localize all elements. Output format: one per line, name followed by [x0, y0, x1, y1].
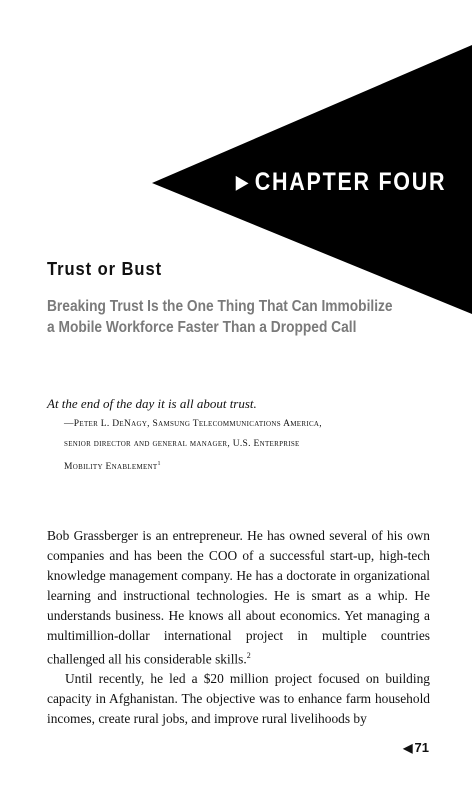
- body-text: [47, 526, 430, 729]
- paragraph-1: [47, 526, 430, 669]
- chapter-heading: [236, 168, 446, 197]
- chapter-title: Trust or Bust: [47, 259, 163, 279]
- subtitle-line-2: a Mobile Workforce Faster Than a Dropped Call: [47, 319, 357, 336]
- page-number: [403, 740, 429, 755]
- chapter-label: CHAPTER FOUR: [254, 168, 447, 196]
- footnote-ref-1: 1: [157, 461, 161, 467]
- left-triangle-icon: ◀: [403, 740, 413, 755]
- footnote-ref-2: 2: [246, 651, 251, 660]
- chapter-subtitle: [47, 296, 393, 338]
- epigraph-attribution: [64, 414, 322, 477]
- attribution-line-3-text: Mobility Enablement: [64, 462, 158, 473]
- epigraph-quote: At the end of the day it is all about trust.: [47, 396, 257, 411]
- attribution-line-2: senior director and general manager, U.S. Enterprise: [64, 439, 300, 449]
- attribution-line-3: [64, 454, 322, 477]
- play-triangle-icon: ▶: [236, 172, 250, 192]
- page-number-value: 71: [414, 740, 429, 755]
- paragraph-2: Until recently, he led a $20 million project focused on building capacity in Afghanistan. The objective was to enhance farm household incomes, create rural jobs, and improve rural livelihoods by: [47, 671, 430, 727]
- paragraph-1-text: Bob Grassberger is an entrepreneur. He has owned several of his own companies and has been the COO of a successful start-up, high-tech knowledge management company. He has a doctorate in organizational learning and instructional technologies. He is smart as a whip. He understands business. He knows all about economics. Yet managing a multimillion-dollar international project in multiple countries challenged all his considerable skills.: [47, 528, 430, 667]
- subtitle-line-1: Breaking Trust Is the One Thing That Can Immobilize: [47, 298, 393, 315]
- attribution-line-1: —Peter L. DeNagy, Samsung Telecommunications America,: [64, 419, 322, 429]
